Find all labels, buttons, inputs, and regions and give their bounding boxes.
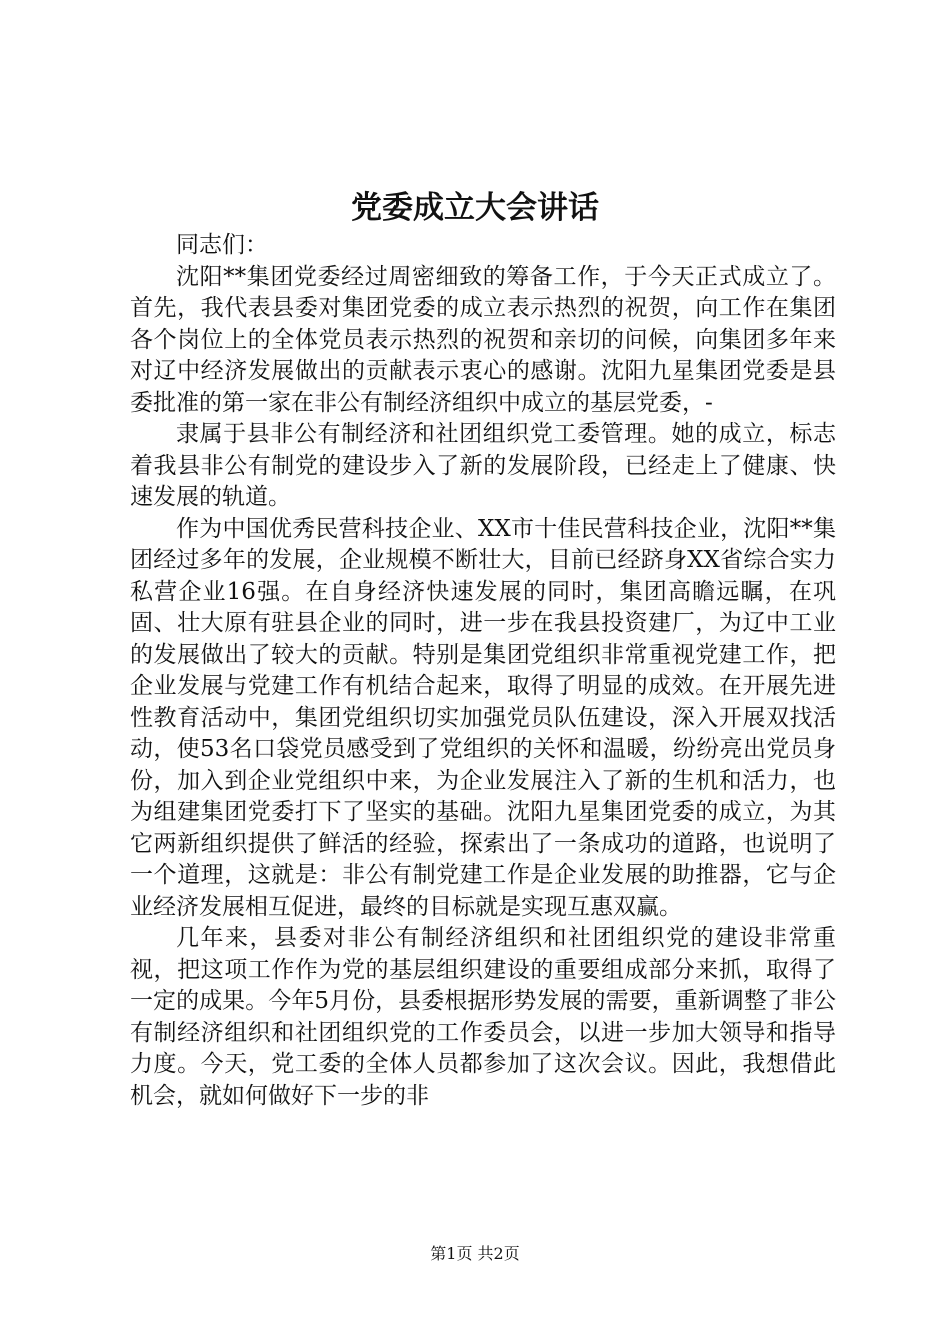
paragraph-1: 沈阳**集团党委经过周密细致的筹备工作，于今天正式成立了。首先，我代表县委对集团党委的成立表示热烈的祝贺，向工作在集团各个岗位上的全体党员表示热烈的祝贺和亲切的问候，向集团多年来对辽中经济发展做出的贡献表示衷心的感谢。沈阳九星集团党委是县委批准的第一家在非公有制经济组织中成立的基层党委，-	[130, 263, 836, 416]
page-number-footer: 第1页 共2页	[430, 1244, 520, 1263]
paragraph-3: 作为中国优秀民营科技企业、XX市十佳民营科技企业，沈阳**集团经过多年的发展，企业规模不断壮大，目前已经跻身XX省综合实力私营企业16强。在自身经济快速发展的同时，集团高瞻远瞩，在巩固、壮大原有驻县企业的同时，进一步在我县投资建厂，为辽中工业的发展做出了较大的贡献。特别是集团党组织非常重视党建工作，把企业发展与党建工作有机结合起来，取得了明显的成效。在开展先进性教育活动中，集团党组织切实加强党员队伍建设，深入开展双找活动，使53名口袋党员感受到了党组织的关怀和温暖，纷纷亮出党员身份，加入到企业党组织中来，为企业发展注入了新的生机和活力，也为组建集团党委打下了坚实的基础。沈阳九星集团党委的成立，为其它两新组织提供了鲜活的经验，探索出了一条成功的道路，也说明了一个道理，这就是：非公有制党建工作是企业发展的助推器，它与企业经济发展相互促进，最终的目标就是实现互惠双赢。	[130, 515, 836, 920]
paragraph-2: 隶属于县非公有制经济和社团组织党工委管理。她的成立，标志着我县非公有制党的建设步入了新的发展阶段，已经走上了健康、快速发展的轨道。	[130, 421, 836, 510]
paragraph-4: 几年来，县委对非公有制经济组织和社团组织党的建设非常重视，把这项工作作为党的基层组织建设的重要组成部分来抓，取得了一定的成果。今年5月份，县委根据形势发展的需要，重新调整了非公有制经济组织和社团组织党的工作委员会，以进一步加大领导和指导力度。今天，党工委的全体人员都参加了这次会议。因此，我想借此机会，就如何做好下一步的非	[130, 925, 836, 1109]
document-title: 党委成立大会讲话	[351, 190, 599, 226]
salutation: 同志们：	[176, 232, 268, 258]
document-body	[130, 230, 836, 1112]
